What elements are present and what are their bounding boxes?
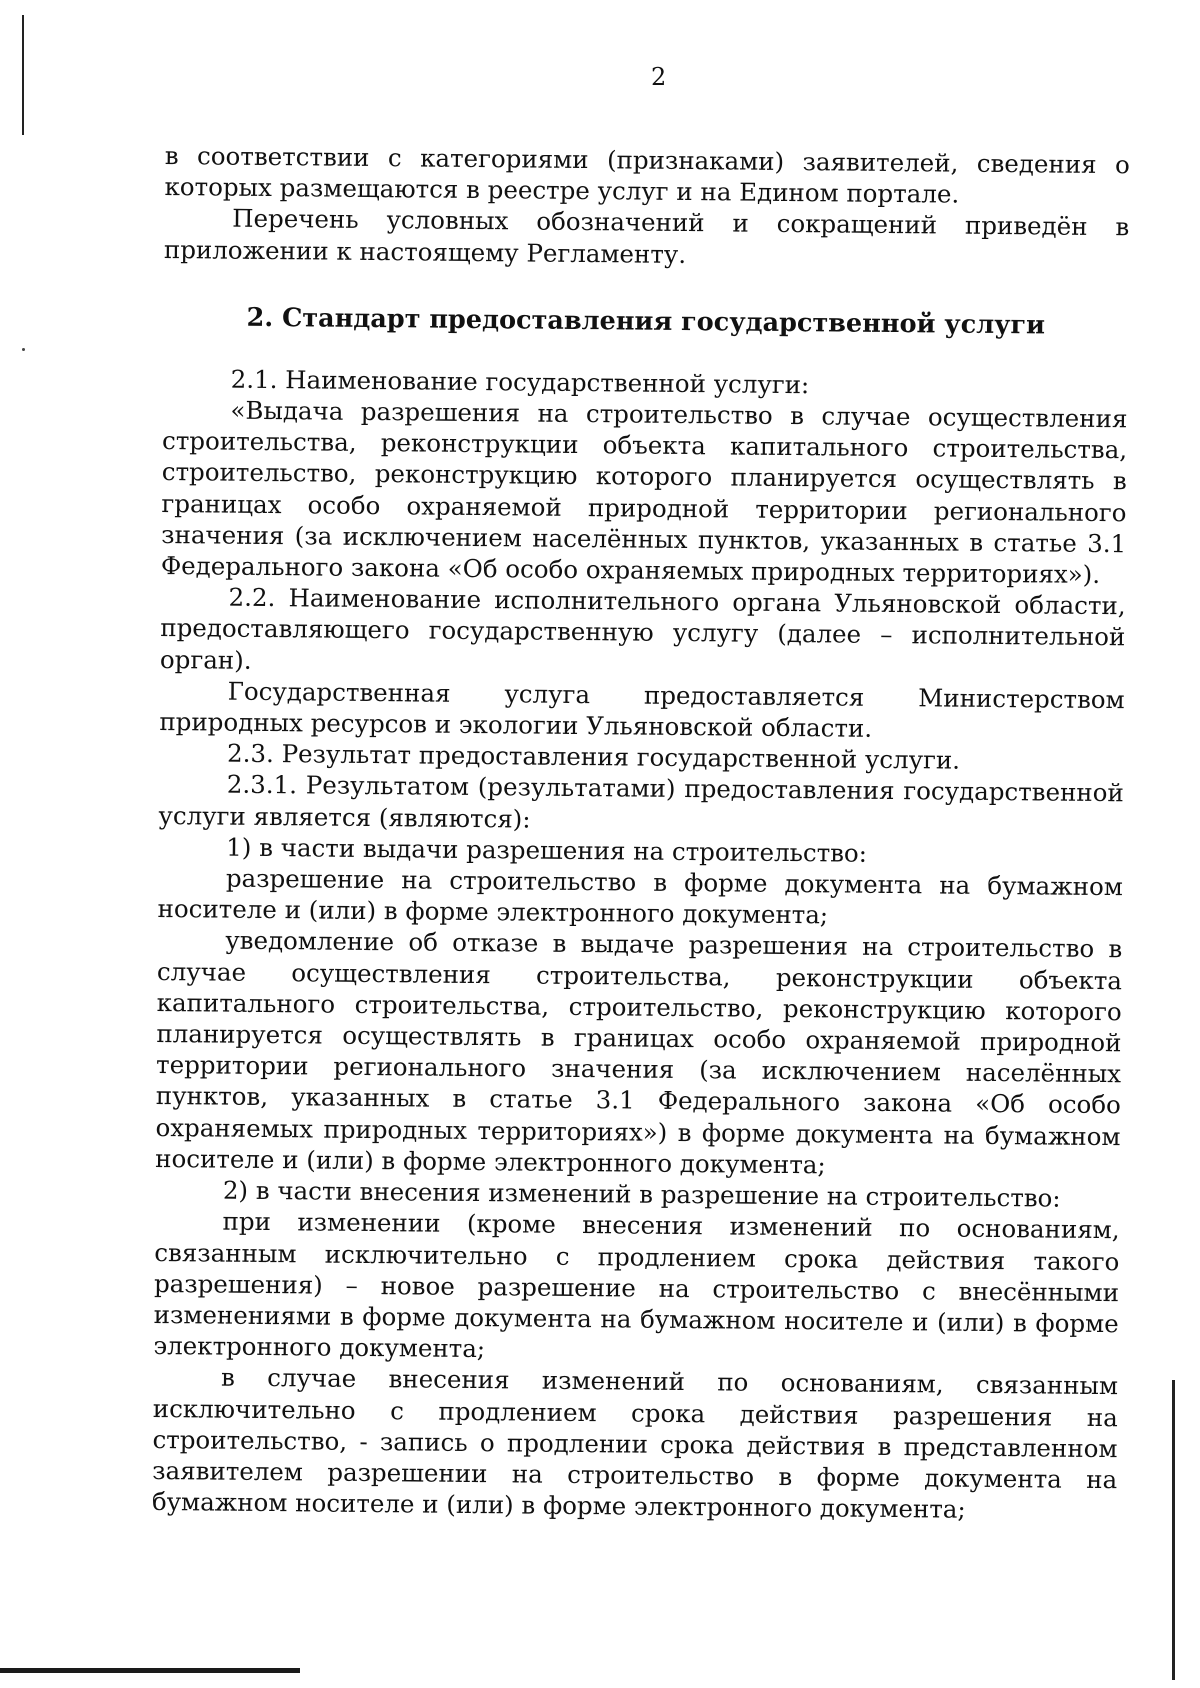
scan-border-left	[22, 15, 24, 135]
paragraph-service-name: «Выдача разрешения на строительство в случае осуществления строительства, реконструкции объекта капитального строительства, строительство, реконструкцию которого планируется осуществлять в границах особо охраняемой природной территории регионального значения (за исключением населённых пунктов, указанных в статье 3.1 Федерального закона «Об особо охраняемых природных территориях»).	[160, 395, 1128, 590]
paragraph-ministry: Государственная услуга предоставляется Министерством природных ресурсов и экологии Ульяновской области.	[159, 676, 1125, 743]
scan-border-right	[1172, 1380, 1175, 1680]
paragraph-2-3: 2.3. Результат предоставления государственной услуги.	[226, 738, 961, 775]
paragraph-continuation: в соответствии с категориями (признаками) заявителей, сведения о которых размещаются в реестре услуг и на Едином портале.	[164, 140, 1130, 209]
scan-border-bottom	[0, 1668, 300, 1673]
paragraph-extension-record: в случае внесения изменений по основаниям, связанным исключительно с продлением срока действия разрешения на строительство, - запись о продлении срока действия в представленном заявителем разрешении на строительство в форме документа на бумажном носителе и (или) в форме электронного документа;	[151, 1362, 1119, 1524]
document-body	[152, 140, 1130, 1527]
paragraph-item-1: 1) в части выдачи разрешения на строительство:	[226, 832, 868, 868]
paragraph-2-1: 2.1. Наименование государственной услуги:	[230, 364, 810, 400]
scan-speck	[22, 348, 25, 351]
paragraph-item-2: 2) в части внесения изменений в разрешение на строительство:	[222, 1175, 1061, 1213]
paragraph-permit: разрешение на строительство в форме документа на бумажном носителе и (или) в форме электронного документа;	[157, 863, 1124, 930]
paragraph-2-2: 2.2. Наименование исполнительного органа Ульяновской области, предоставляющего государственную услугу (далее – исполнительной орган).	[159, 582, 1126, 675]
paragraph-new-permit: при изменении (кроме внесения изменений по основаниям, связанным исключительно с продлением срока действия такого разрешения) – новое разрешение на строительство с внесёнными изменениями в форме документа на бумажном носителе и (или) в форме электронного документа;	[153, 1206, 1120, 1364]
page-number: 2	[651, 63, 667, 91]
section-heading: 2. Стандарт предоставления государственной услуги	[246, 302, 1046, 341]
paragraph-refusal-notice: уведомление об отказе в выдаче разрешения на строительство в случае осуществления строительства, реконструкции объекта капитального строительства, строительство, реконструкцию которого планируется осуществлять в границах особо охраняемой природной территории регионального значения (за исключением населённых пунктов, указанных в статье 3.1 Федерального закона «Об особо охраняемых природных территориях») в форме документа на бумажном носителе и (или) в форме электронного документа;	[155, 926, 1123, 1180]
paragraph-2-3-1: 2.3.1. Результатом (результатами) предоставления государственной услуги является (являются):	[158, 770, 1124, 834]
paragraph-abbreviations: Перечень условных обозначений и сокращений приведён в приложении к настоящему Регламенту.	[163, 204, 1130, 269]
